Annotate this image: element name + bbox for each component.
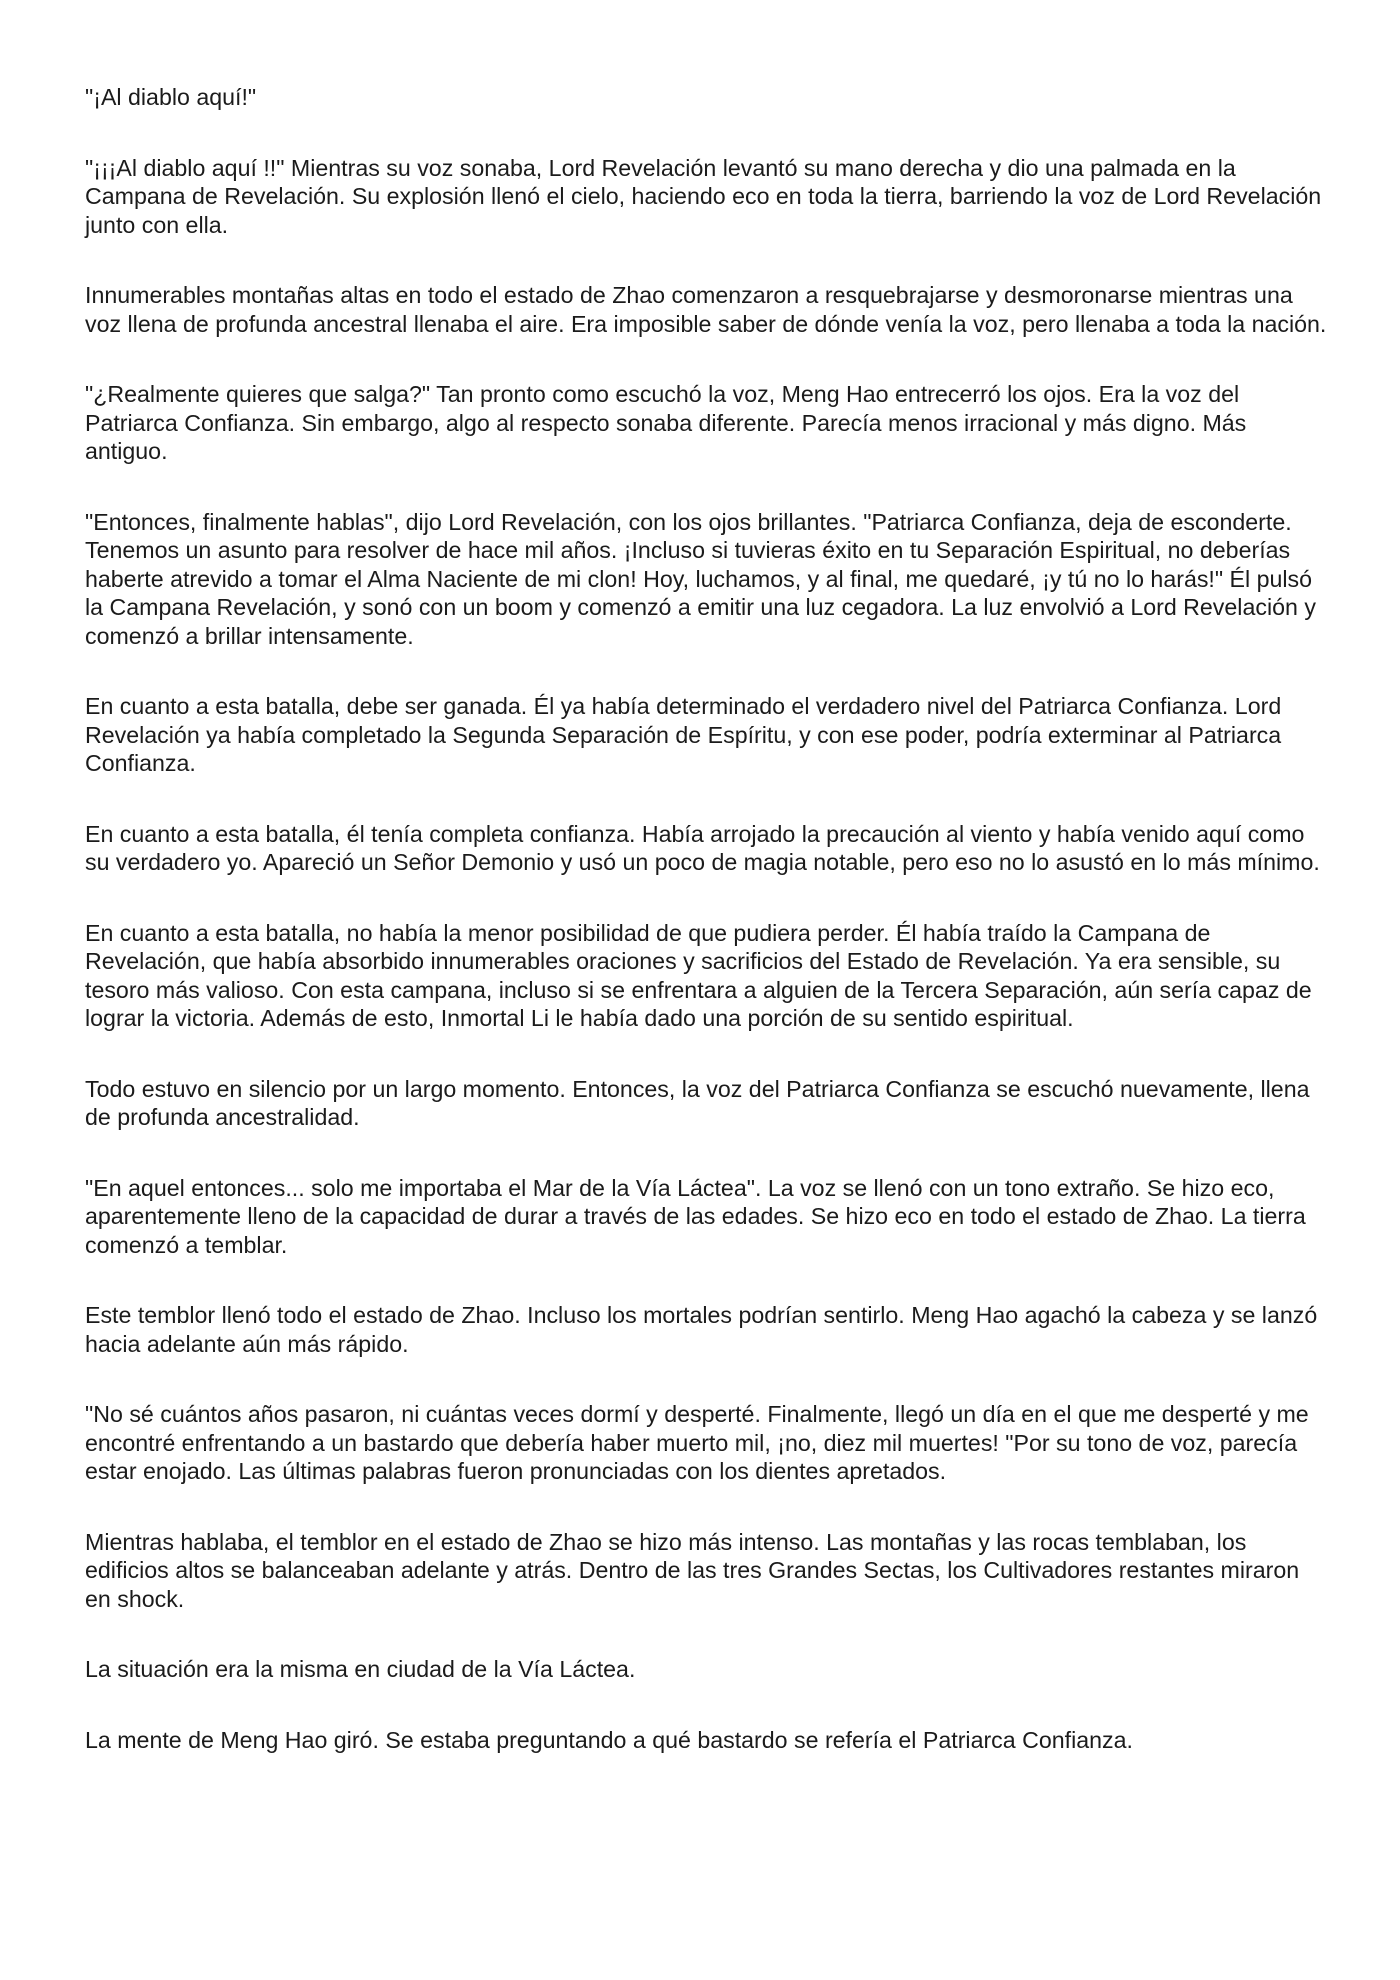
document-body bbox=[85, 83, 1330, 1754]
paragraph: La mente de Meng Hao giró. Se estaba preguntando a qué bastardo se refería el Patriarca Confianza. bbox=[85, 1726, 1133, 1753]
paragraph: "Entonces, finalmente hablas", dijo Lord Revelación, con los ojos brillantes. "Patriarca Confianza, deja de esconderte. Tenemos un asunto para resolver de hace mil años. ¡Incluso si tuvieras éxito en tu Separación Espiritual, no deberías haberte atrevido a tomar el Alma Naciente de mi clon! Hoy, luchamos, y al final, me quedaré, ¡y tú no lo harás!" Él pulsó la Campana Revelación, y sonó con un boom y comenzó a emitir una luz cegadora. La luz envolvió a Lord Revelación y comenzó a brillar intensamente. bbox=[85, 508, 1316, 649]
paragraph: "No sé cuántos años pasaron, ni cuántas veces dormí y desperté. Finalmente, llegó un día en el que me desperté y me encontré enfrentando a un bastardo que debería haber muerto mil, ¡no, diez mil muertes! "Por su tono de voz, parecía estar enojado. Las últimas palabras fueron pronunciadas con los dientes apretados. bbox=[85, 1401, 1309, 1484]
paragraph: Todo estuvo en silencio por un largo momento. Entonces, la voz del Patriarca Confianza se escuchó nuevamente, llena de profunda ancestralidad. bbox=[85, 1075, 1310, 1130]
paragraph: En cuanto a esta batalla, debe ser ganada. Él ya había determinado el verdadero nivel del Patriarca Confianza. Lord Revelación ya había completado la Segunda Separación de Espíritu, y con ese poder, podría exterminar al Patriarca Confianza. bbox=[85, 693, 1282, 776]
paragraph: En cuanto a esta batalla, él tenía completa confianza. Había arrojado la precaución al viento y había venido aquí como su verdadero yo. Apareció un Señor Demonio y usó un poco de magia notable, pero eso no lo asustó en lo más mínimo. bbox=[85, 820, 1320, 875]
paragraph: "¡¡¡Al diablo aquí !!" Mientras su voz sonaba, Lord Revelación levantó su mano derecha y dio una palmada en la Campana de Revelación. Su explosión llenó el cielo, haciendo eco en toda la tierra, barriendo la voz de Lord Revelación junto con ella. bbox=[85, 154, 1322, 238]
paragraph: Mientras hablaba, el temblor en el estado de Zhao se hizo más intenso. Las montañas y las rocas temblaban, los edificios altos se balanceaban adelante y atrás. Dentro de las tres Grandes Sectas, los Cultivadores restantes miraron en shock. bbox=[85, 1528, 1300, 1612]
paragraph: Este temblor llenó todo el estado de Zhao. Incluso los mortales podrían sentirlo. Meng Hao agachó la cabeza y se lanzó hacia adelante aún más rápido. bbox=[85, 1302, 1318, 1357]
paragraph: "En aquel entonces... solo me importaba el Mar de la Vía Láctea". La voz se llenó con un tono extraño. Se hizo eco, aparentemente lleno de la capacidad de durar a través de las edades. Se hizo eco en todo el estado de Zhao. La tierra comenzó a temblar. bbox=[85, 1174, 1306, 1258]
paragraph: "¡Al diablo aquí!" bbox=[85, 84, 257, 110]
paragraph: "¿Realmente quieres que salga?" Tan pronto como escuchó la voz, Meng Hao entrecerró los ojos. Era la voz del Patriarca Confianza. Sin embargo, algo al respecto sonaba diferente. Parecía menos irracional y más digno. Más antiguo. bbox=[85, 381, 1247, 464]
paragraph: La situación era la misma en ciudad de la Vía Láctea. bbox=[85, 1656, 636, 1682]
paragraph: Innumerables montañas altas en todo el estado de Zhao comenzaron a resquebrajarse y desmoronarse mientras una voz llena de profunda ancestral llenaba el aire. Era imposible saber de dónde venía la voz, pero llenaba a toda la nación. bbox=[85, 282, 1327, 337]
paragraph: En cuanto a esta batalla, no había la menor posibilidad de que pudiera perder. Él había traído la Campana de Revelación, que había absorbido innumerables oraciones y sacrificios del Estado de Revelación. Ya era sensible, su tesoro más valioso. Con esta campana, incluso si se enfrentara a alguien de la Tercera Separación, aún sería capaz de lograr la victoria. Además de esto, Inmortal Li le había dado una porción de su sentido espiritual. bbox=[85, 919, 1312, 1031]
